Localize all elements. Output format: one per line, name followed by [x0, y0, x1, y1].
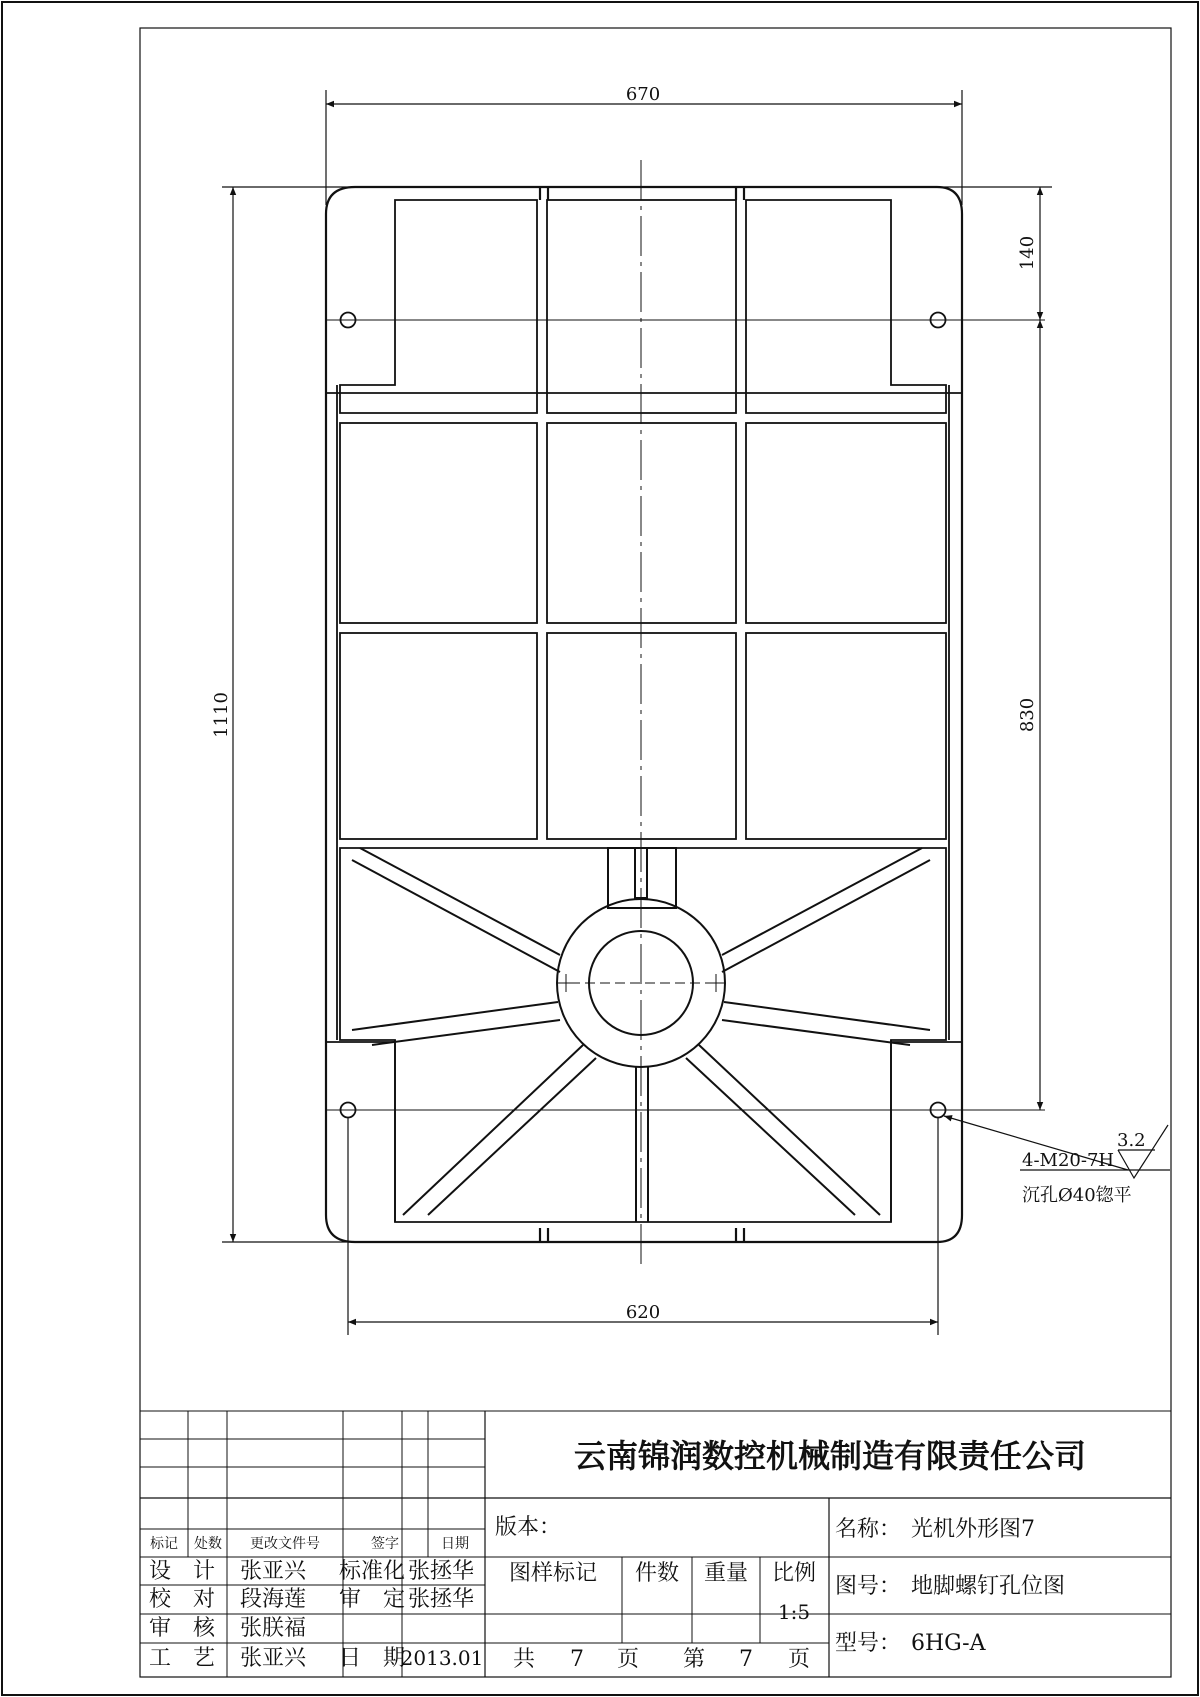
- check-name: 段海莲: [239, 1587, 307, 1612]
- approve-name: 张拯华: [407, 1587, 475, 1612]
- review-label: 审 核: [148, 1616, 216, 1641]
- dimension-texts: [211, 84, 1146, 1323]
- design-name: 张亚兴: [239, 1559, 307, 1584]
- check-label: 校 对: [148, 1587, 216, 1612]
- model-label: 型号：: [835, 1631, 902, 1656]
- dim-overall-length: 1110: [211, 692, 232, 738]
- version-label: 版本：: [495, 1515, 562, 1540]
- name-label: 名称：: [835, 1517, 902, 1542]
- rev-header-mark: 标记: [150, 1536, 178, 1552]
- standard-label: 标准化: [338, 1559, 406, 1584]
- sheet-page-label: 页: [787, 1647, 811, 1672]
- model-value: 6HG-A: [911, 1631, 986, 1656]
- scale-header: 比例: [771, 1561, 817, 1586]
- rev-header-date: 日期: [441, 1536, 469, 1552]
- sheets-total: 7: [570, 1647, 584, 1672]
- review-name: 张朕福: [239, 1616, 307, 1641]
- counterbore-callout: 沉孔Ø40锪平: [1022, 1185, 1132, 1206]
- rev-header-sign: 签字: [371, 1536, 399, 1552]
- sheets-total-label: 共: [512, 1647, 536, 1672]
- date-label: 日 期: [338, 1646, 406, 1671]
- roughness-value: 3.2: [1117, 1130, 1146, 1151]
- rev-header-docno: 更改文件号: [250, 1536, 320, 1552]
- dim-top-width: 670: [625, 84, 661, 105]
- scale-value: 1:5: [777, 1600, 811, 1624]
- drawing-no-value: 地脚螺钉孔位图: [911, 1574, 1066, 1599]
- process-label: 工 艺: [148, 1646, 216, 1671]
- rib-pockets: [326, 200, 962, 1222]
- bolt-holes: [341, 313, 946, 1118]
- design-label: 设 计: [148, 1559, 216, 1584]
- drawing-no-label: 图号：: [835, 1574, 902, 1599]
- base-outline: [326, 187, 962, 1242]
- mark-header: 图样标记: [508, 1561, 598, 1586]
- approve-label: 审 定: [338, 1587, 406, 1612]
- sheet-label: 第: [682, 1647, 706, 1672]
- title-block-texts: [149, 1437, 1086, 1672]
- qty-header: 件数: [634, 1561, 680, 1586]
- dim-hole-spacing: 830: [1017, 697, 1038, 733]
- rev-header-places: 处数: [194, 1536, 222, 1552]
- dim-hole-offset: 140: [1017, 235, 1038, 271]
- sheets-page-label: 页: [616, 1647, 640, 1672]
- thread-callout: 4-M20-7H: [1022, 1150, 1115, 1171]
- process-name: 张亚兴: [239, 1646, 307, 1671]
- date-value: 2013.01: [400, 1646, 484, 1670]
- name-value: 光机外形图7: [911, 1517, 1035, 1542]
- standard-name: 张拯华: [407, 1559, 475, 1584]
- weight-header: 重量: [703, 1561, 749, 1586]
- company-name: 云南锦润数控机械制造有限责任公司: [573, 1437, 1087, 1475]
- dim-bottom-width: 620: [625, 1302, 661, 1323]
- sheet-number: 7: [739, 1647, 753, 1672]
